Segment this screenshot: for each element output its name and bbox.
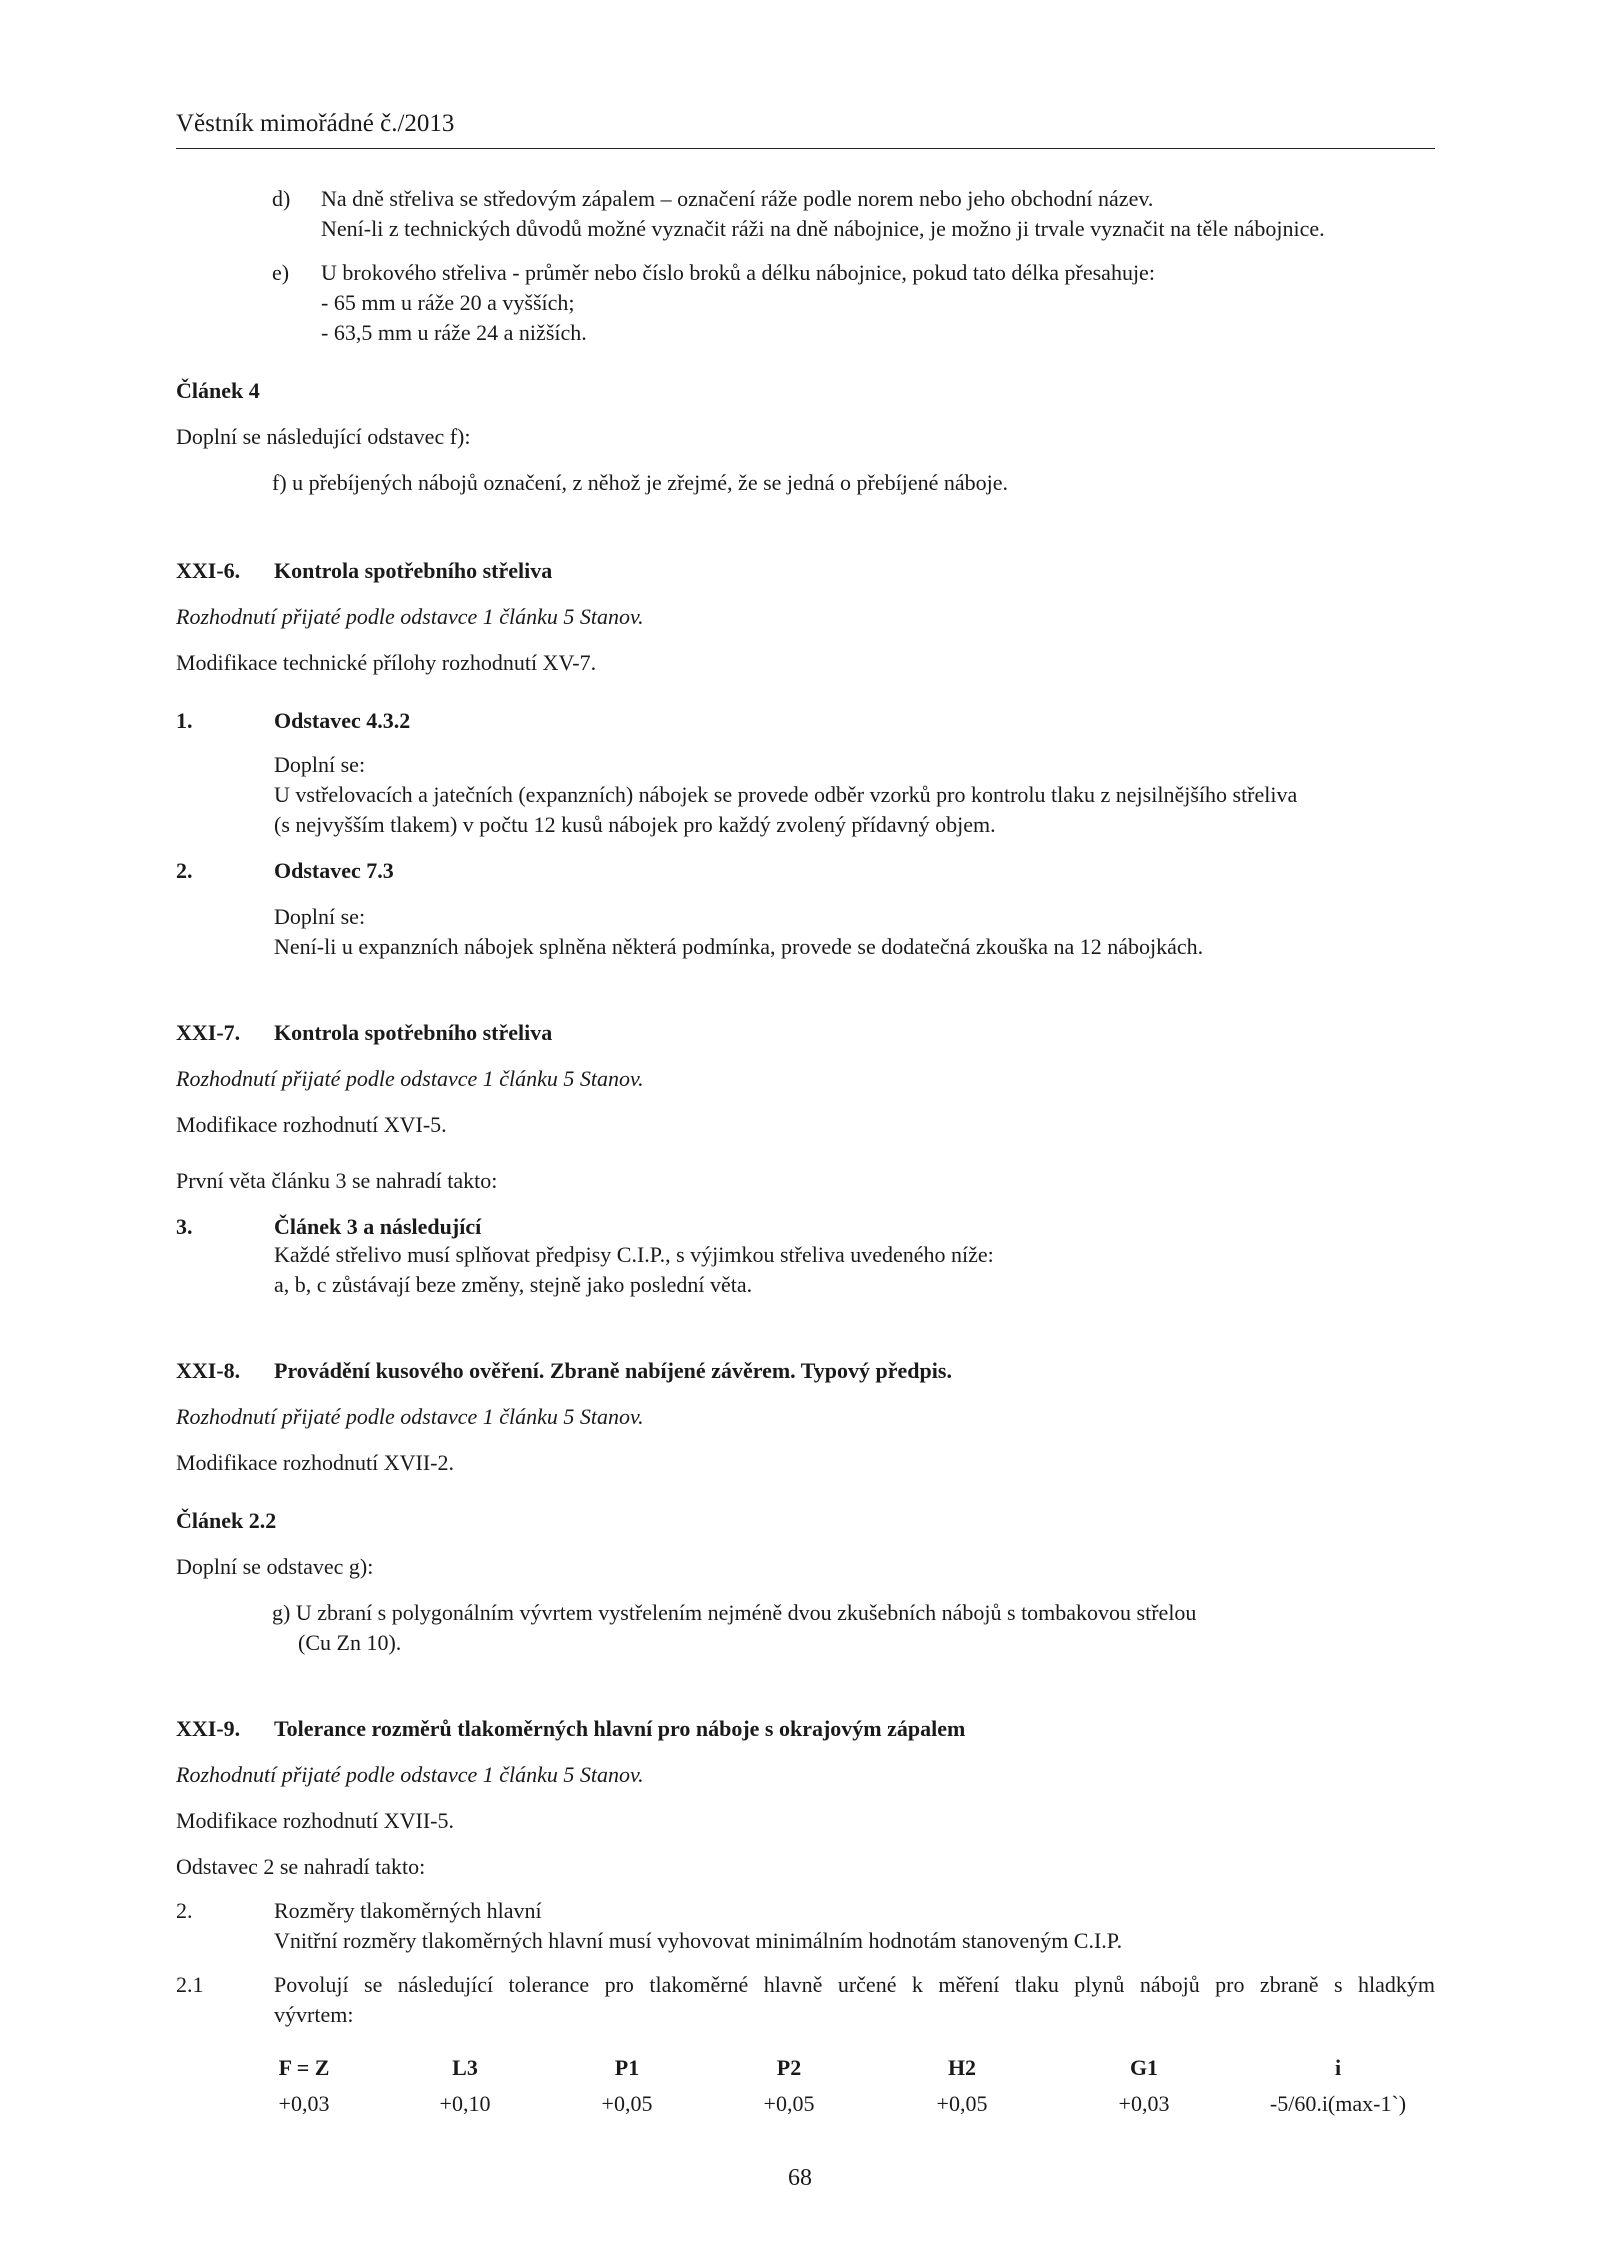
clanek4-item-f: f) u přebíjených nábojů označení, z něhož je zřejmé, že se jedná o přebíjené náboje. — [272, 470, 1009, 495]
xxi9-item21-num: 2.1 — [176, 1972, 204, 1997]
item-label-e: e) — [272, 260, 290, 285]
table-cell: +0,10 — [439, 2091, 491, 2116]
table-cell: +0,05 — [601, 2091, 653, 2116]
item-e-line1: U brokového střeliva - průměr nebo číslo broků a délku nábojnice, pokud tato délka přesahuje: — [321, 260, 1155, 285]
xxi9-item2-line2: Vnitřní rozměry tlakoměrných hlavní musí vyhovovat minimálním hodnotám stanoveným C.I.P. — [274, 1928, 1123, 1953]
xxi6-item1-line3: (s nejvyšším tlakem) v počtu 12 kusů nábojek pro každý zvolený přídavný objem. — [274, 812, 996, 837]
xxi8-item-g-line2: (Cu Zn 10). — [298, 1630, 402, 1655]
item-d-line2: Není-li z technických důvodů možné vyznačit ráži na dně nábojnice, je možno ji trvale vyznačit na těle nábojnice. — [321, 216, 1325, 241]
decision-xxi9: Rozhodnutí přijaté podle odstavce 1 článku 5 Stanov. — [176, 1762, 644, 1787]
clanek4-intro: Doplní se následující odstavec f): — [176, 424, 471, 449]
header-title: Věstník mimořádné č./2013 — [176, 110, 455, 137]
clanek4-heading: Článek 4 — [176, 378, 260, 403]
table-header: H2 — [947, 2055, 977, 2080]
table-cell: +0,05 — [763, 2091, 815, 2116]
section-code-xxi8: XXI-8. — [176, 1358, 241, 1383]
section-code-xxi6: XXI-6. — [176, 558, 241, 583]
xxi9-item21-line2: vývrtem: — [274, 2002, 354, 2027]
item-e-line2: - 65 mm u ráže 20 a vyšších; — [321, 290, 575, 315]
modification-xxi7: Modifikace rozhodnutí XVI-5. — [176, 1112, 447, 1137]
modification-xxi8: Modifikace rozhodnutí XVII-2. — [176, 1450, 454, 1475]
section-code-xxi7: XXI-7. — [176, 1020, 241, 1045]
section-title-xxi7: Kontrola spotřebního střeliva — [274, 1020, 553, 1045]
table-cell: +0,03 — [1118, 2091, 1170, 2116]
table-cell: +0,05 — [936, 2091, 988, 2116]
modification-xxi6: Modifikace technické přílohy rozhodnutí XV-7. — [176, 650, 597, 675]
section-code-xxi9: XXI-9. — [176, 1716, 241, 1741]
xxi6-item2-num: 2. — [176, 858, 193, 883]
page-header — [176, 110, 1435, 149]
xxi8-item-g-line1: g) U zbraní s polygonálním vývrtem vystřelením nejméně dvou zkušebních nábojů s tombakovou střelou — [272, 1600, 1197, 1625]
table-header: P2 — [776, 2055, 802, 2080]
xxi9-intro: Odstavec 2 se nahradí takto: — [176, 1854, 426, 1879]
xxi7-item-line2: a, b, c zůstávají beze změny, stejně jako poslední věta. — [274, 1272, 753, 1297]
xxi6-item1-line1: Doplní se: — [274, 752, 366, 777]
xxi6-item1-line2: U vstřelovacích a jatečních (expanzních) nábojek se provede odběr vzorků pro kontrolu tlaku z nejsilnějšího střeliva — [274, 782, 1298, 807]
xxi6-item2-title: Odstavec 7.3 — [274, 858, 394, 883]
table-cell: +0,03 — [278, 2091, 330, 2116]
xxi7-item-line1: Každé střelivo musí splňovat předpisy C.I.P., s výjimkou střeliva uvedeného níže: — [274, 1242, 994, 1267]
xxi7-intro: První věta článku 3 se nahradí takto: — [176, 1168, 498, 1193]
modification-xxi9: Modifikace rozhodnutí XVII-5. — [176, 1808, 454, 1833]
item-label-d: d) — [272, 186, 291, 211]
xxi6-item1-num: 1. — [176, 708, 193, 733]
item-e-line3: - 63,5 mm u ráže 24 a nižších. — [321, 320, 587, 345]
table-header: i — [1334, 2055, 1342, 2080]
item-d-line1: Na dně střeliva se středovým zápalem – označení ráže podle norem nebo jeho obchodní název. — [321, 186, 1154, 211]
section-title-xxi8: Provádění kusového ověření. Zbraně nabíjené závěrem. Typový předpis. — [274, 1358, 952, 1383]
table-header: G1 — [1129, 2055, 1159, 2080]
xxi6-item1-title: Odstavec 4.3.2 — [274, 708, 411, 733]
section-title-xxi9: Tolerance rozměrů tlakoměrných hlavní pro náboje s okrajovým zápalem — [274, 1716, 966, 1741]
xxi9-item2-line1: Rozměry tlakoměrných hlavní — [274, 1898, 542, 1923]
decision-xxi7: Rozhodnutí přijaté podle odstavce 1 článku 5 Stanov. — [176, 1066, 644, 1091]
table-header: L3 — [452, 2055, 478, 2080]
table-header: F = Z — [278, 2055, 330, 2080]
decision-xxi8: Rozhodnutí přijaté podle odstavce 1 článku 5 Stanov. — [176, 1404, 644, 1429]
xxi7-item-num: 3. — [176, 1214, 193, 1239]
xxi6-item2-line1: Doplní se: — [274, 904, 366, 929]
decision-xxi6: Rozhodnutí přijaté podle odstavce 1 článku 5 Stanov. — [176, 604, 644, 629]
xxi8-clanek-heading: Článek 2.2 — [176, 1508, 277, 1533]
xxi6-item2-line2: Není-li u expanzních nábojek splněna některá podmínka, provede se dodatečná zkouška na 12 nábojkách. — [274, 934, 1204, 959]
page-number: 68 — [788, 2165, 812, 2191]
table-cell: -5/60.i(max-1`) — [1269, 2091, 1407, 2116]
section-title-xxi6: Kontrola spotřebního střeliva — [274, 558, 553, 583]
xxi9-item2-num: 2. — [176, 1898, 193, 1923]
xxi9-item21-line1: Povolují se následující tolerance pro tlakoměrné hlavně určené k měření tlaku plynů nábojů pro zbraně s hladkým — [274, 1972, 1435, 1997]
xxi8-intro: Doplní se odstavec g): — [176, 1554, 374, 1579]
page-footer — [0, 2165, 1600, 2192]
table-header: P1 — [614, 2055, 640, 2080]
xxi7-item-title: Článek 3 a následující — [274, 1214, 482, 1239]
